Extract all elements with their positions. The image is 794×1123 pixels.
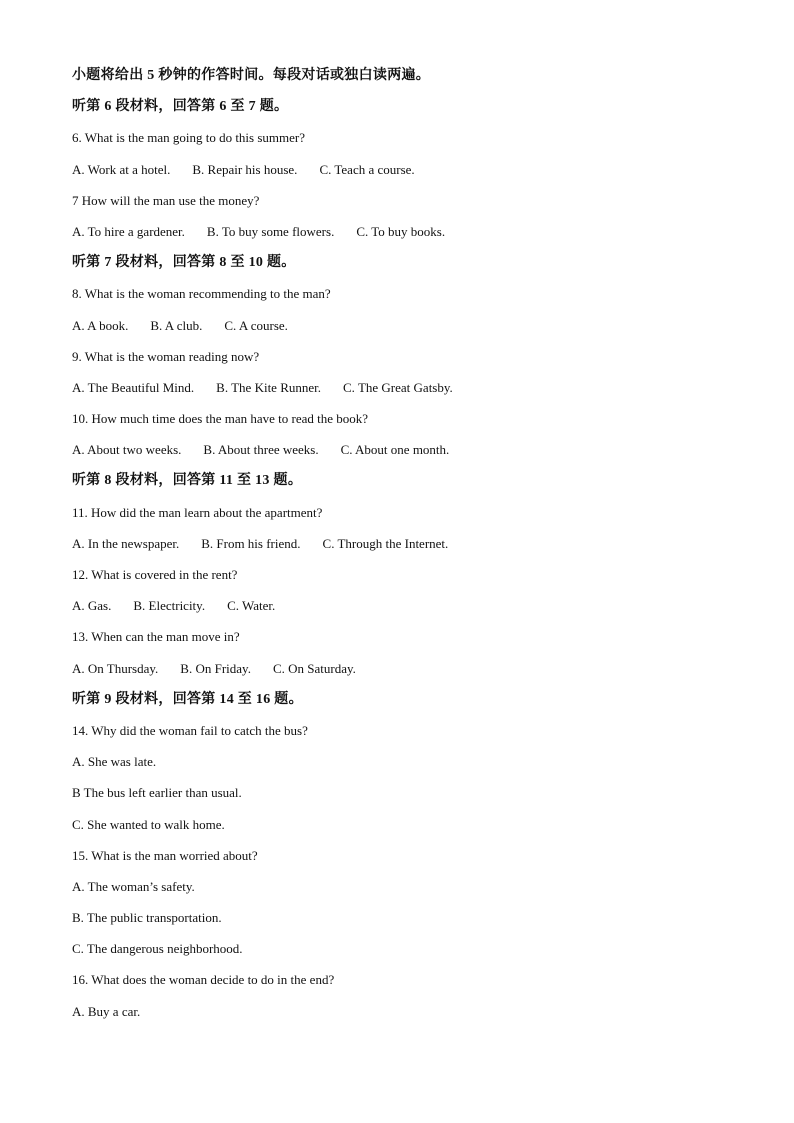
question-options [72, 532, 732, 563]
option-a: A. In the newspaper. [72, 535, 180, 551]
option-c: C. To buy books. [356, 223, 446, 239]
option-a: A. On Thursday. [72, 660, 159, 676]
section-heading: 听第 9 段材料，回答第 14 至 16 题。 [72, 691, 303, 707]
option-c: C. Through the Internet. [322, 535, 449, 551]
question-text: 15. What is the man worried about? [72, 847, 258, 863]
option-c: C. The Great Gatsby. [343, 379, 453, 395]
document-page [72, 64, 732, 1031]
option-c: C. About one month. [340, 442, 450, 458]
question-options [72, 594, 732, 625]
question-text: 11. How did the man learn about the apartment? [72, 504, 323, 520]
question-options [72, 376, 732, 407]
section-heading: 听第 6 段材料，回答第 6 至 7 题。 [72, 99, 289, 115]
option-c: C. The dangerous neighborhood. [72, 941, 243, 957]
question-options [72, 158, 732, 189]
question-text: 13. When can the man move in? [72, 629, 240, 645]
question-text: 7 How will the man use the money? [72, 192, 260, 208]
question-text: 14. Why did the woman fail to catch the bus? [72, 722, 308, 738]
option-a: A. About two weeks. [72, 442, 182, 458]
option-b: B. To buy some flowers. [206, 223, 335, 239]
option-b: B. The public transportation. [72, 910, 222, 926]
option-b: B. Repair his house. [192, 161, 298, 177]
option-c: C. A course. [224, 317, 288, 333]
question-options [72, 314, 732, 345]
question-text: 16. What does the woman decide to do in the end? [72, 972, 335, 988]
option-c: C. Water. [227, 598, 276, 614]
intro-text: 小题将给出 5 秒钟的作答时间。每段对话或独白读两遍。 [72, 68, 431, 83]
question-options [72, 438, 732, 469]
option-a: A. A book. [72, 317, 129, 333]
option-a: A. Gas. [72, 598, 112, 614]
option-a: A. The woman’s safety. [72, 878, 195, 894]
option-a: A. She was late. [72, 754, 157, 770]
question-text: 10. How much time does the man have to read the book? [72, 411, 369, 427]
option-b: B. Electricity. [133, 598, 206, 614]
option-b: B. A club. [150, 317, 203, 333]
option-b: B The bus left earlier than usual. [72, 785, 242, 801]
question-text: 12. What is covered in the rent? [72, 567, 238, 582]
option-a: A. To hire a gardener. [72, 223, 185, 239]
question-text: 9. What is the woman reading now? [72, 348, 260, 364]
option-c: C. She wanted to walk home. [72, 816, 225, 832]
question-text: 8. What is the woman recommending to the man? [72, 286, 331, 302]
option-a: A. Buy a car. [72, 1003, 141, 1019]
option-c: C. On Saturday. [272, 660, 356, 676]
question-options [72, 220, 732, 251]
option-b: B. On Friday. [180, 660, 251, 676]
question-text: 6. What is the man going to do this summer? [72, 130, 306, 146]
section-heading: 听第 7 段材料，回答第 8 至 10 题。 [72, 255, 296, 271]
option-a: A. Work at a hotel. [72, 161, 171, 177]
option-b: B. About three weeks. [203, 442, 319, 458]
section-heading: 听第 8 段材料，回答第 11 至 13 题。 [72, 473, 303, 489]
option-c: C. Teach a course. [319, 161, 415, 177]
question-options [72, 657, 732, 688]
option-a: A. The Beautiful Mind. [72, 379, 195, 395]
option-b: B. From his friend. [201, 535, 301, 551]
option-b: B. The Kite Runner. [216, 379, 322, 395]
